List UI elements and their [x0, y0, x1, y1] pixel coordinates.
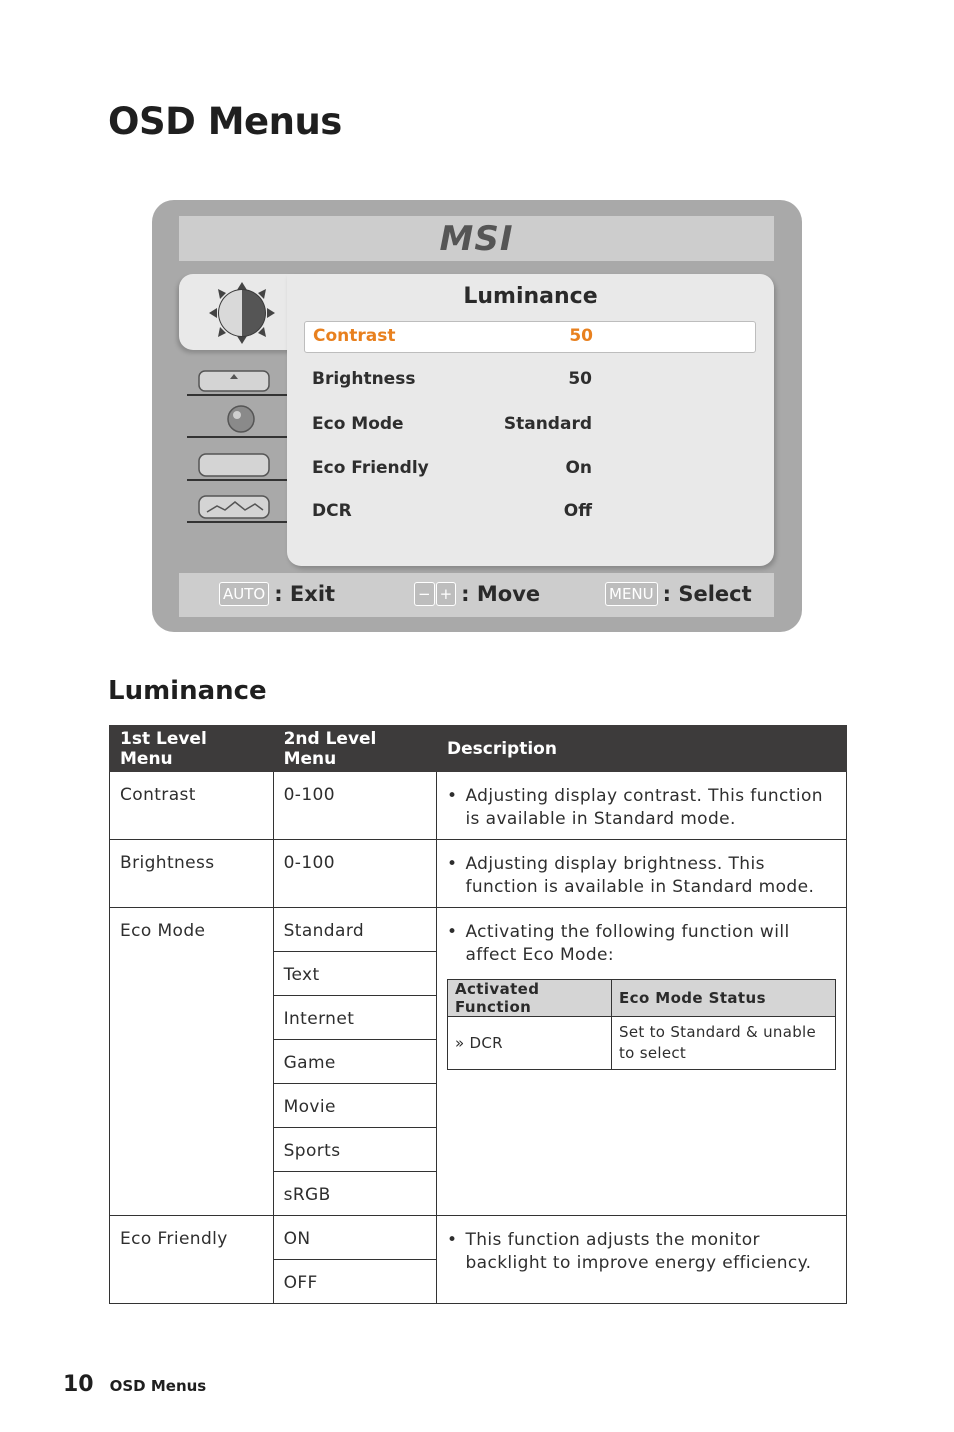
other-settings-icon: [187, 490, 287, 524]
bullet: •: [447, 854, 458, 874]
menu-key[interactable]: MENU: [605, 582, 658, 606]
luminance-icon: [207, 280, 277, 346]
bullet: •: [447, 922, 458, 942]
osd-tab-osd[interactable]: [187, 448, 287, 488]
eco-mode-subtable: [447, 979, 836, 1070]
osd-item-label: Contrast: [313, 326, 396, 346]
subcell-function: » DCR: [448, 1017, 612, 1070]
osd-header: [179, 216, 774, 261]
header-level2: 2nd Level Menu: [273, 726, 436, 772]
osd-item-eco-friendly[interactable]: [304, 454, 754, 484]
move-label: : Move: [461, 582, 541, 606]
osd-tab-image[interactable]: [187, 363, 287, 403]
image-icon: [187, 363, 287, 397]
page-number: 10: [63, 1372, 94, 1397]
select-label: : Select: [662, 582, 752, 606]
description-text: Activating the following function will affect Eco Mode:: [465, 922, 790, 965]
bullet: •: [447, 1230, 458, 1250]
cell-level2: Sports: [273, 1128, 436, 1172]
cell-level2: Internet: [273, 996, 436, 1040]
osd-footer: [179, 573, 774, 617]
osd-item-value: 50: [568, 369, 592, 389]
osd-settings-icon: [187, 448, 287, 482]
osd-luminance-panel: [287, 274, 774, 566]
osd-tab-other[interactable]: [187, 490, 287, 530]
cell-level1: Eco Friendly: [110, 1216, 274, 1304]
cell-level2: Text: [273, 952, 436, 996]
page-title: OSD Menus: [108, 100, 342, 143]
luminance-table: [109, 725, 847, 1304]
cell-level1: Eco Mode: [110, 908, 274, 1216]
section-title: Luminance: [108, 676, 267, 706]
osd-item-label: Eco Friendly: [312, 458, 429, 478]
subheader-function: Activated Function: [448, 980, 612, 1017]
cell-level2: 0-100: [273, 840, 436, 908]
table-row-eco-friendly: [110, 1216, 847, 1260]
header-level1: 1st Level Menu: [110, 726, 274, 772]
subcell-status: Set to Standard & unable to select: [612, 1017, 836, 1070]
description-text: Adjusting display contrast. This function is available in Standard mode.: [465, 786, 823, 829]
osd-item-dcr[interactable]: [304, 497, 754, 527]
osd-item-value: On: [565, 458, 592, 478]
move-hint: [414, 582, 540, 606]
osd-tab-color[interactable]: [187, 403, 287, 443]
color-icon: [187, 403, 287, 439]
osd-item-label: Eco Mode: [312, 414, 404, 434]
bullet: •: [447, 786, 458, 806]
auto-key[interactable]: AUTO: [219, 582, 269, 606]
exit-hint: [219, 582, 335, 606]
osd-item-eco-mode[interactable]: [304, 410, 754, 440]
osd-panel-title: Luminance: [463, 284, 598, 309]
cell-level2: OFF: [273, 1260, 436, 1304]
cell-level2: sRGB: [273, 1172, 436, 1216]
exit-label: : Exit: [274, 582, 336, 606]
cell-description: [437, 908, 847, 1216]
cell-level2: ON: [273, 1216, 436, 1260]
cell-level2: Movie: [273, 1084, 436, 1128]
subtable-row: [448, 1017, 836, 1070]
table-row-eco-mode: [110, 908, 847, 952]
cell-description: [437, 840, 847, 908]
minus-key[interactable]: −: [414, 582, 435, 606]
cell-level2: Game: [273, 1040, 436, 1084]
osd-item-value: Off: [563, 501, 592, 521]
osd-screenshot: [152, 200, 802, 632]
table-row-contrast: [110, 772, 847, 840]
osd-item-value: 50: [569, 326, 593, 346]
description-text: This function adjusts the monitor backlight to improve energy efficiency.: [465, 1230, 812, 1273]
footer-section-name: OSD Menus: [109, 1377, 207, 1395]
cell-level1: Contrast: [110, 772, 274, 840]
cell-level1: Brightness: [110, 840, 274, 908]
page-footer: [63, 1372, 206, 1397]
osd-item-brightness[interactable]: [304, 365, 754, 395]
osd-item-label: Brightness: [312, 369, 416, 389]
plus-key[interactable]: +: [436, 582, 457, 606]
header-description: Description: [437, 726, 847, 772]
table-row-brightness: [110, 840, 847, 908]
osd-item-contrast[interactable]: [304, 321, 756, 353]
osd-item-label: DCR: [312, 501, 352, 521]
cell-level2: 0-100: [273, 772, 436, 840]
description-text: Adjusting display brightness. This function is available in Standard mode.: [465, 854, 815, 897]
cell-description: [437, 772, 847, 840]
table-header-row: [110, 726, 847, 772]
select-hint: [605, 582, 752, 606]
cell-description: [437, 1216, 847, 1304]
cell-level2: Standard: [273, 908, 436, 952]
osd-item-value: Standard: [503, 414, 592, 434]
subtable-header-row: [448, 980, 836, 1017]
msi-logo: MSI: [439, 218, 514, 259]
subheader-status: Eco Mode Status: [612, 980, 836, 1017]
